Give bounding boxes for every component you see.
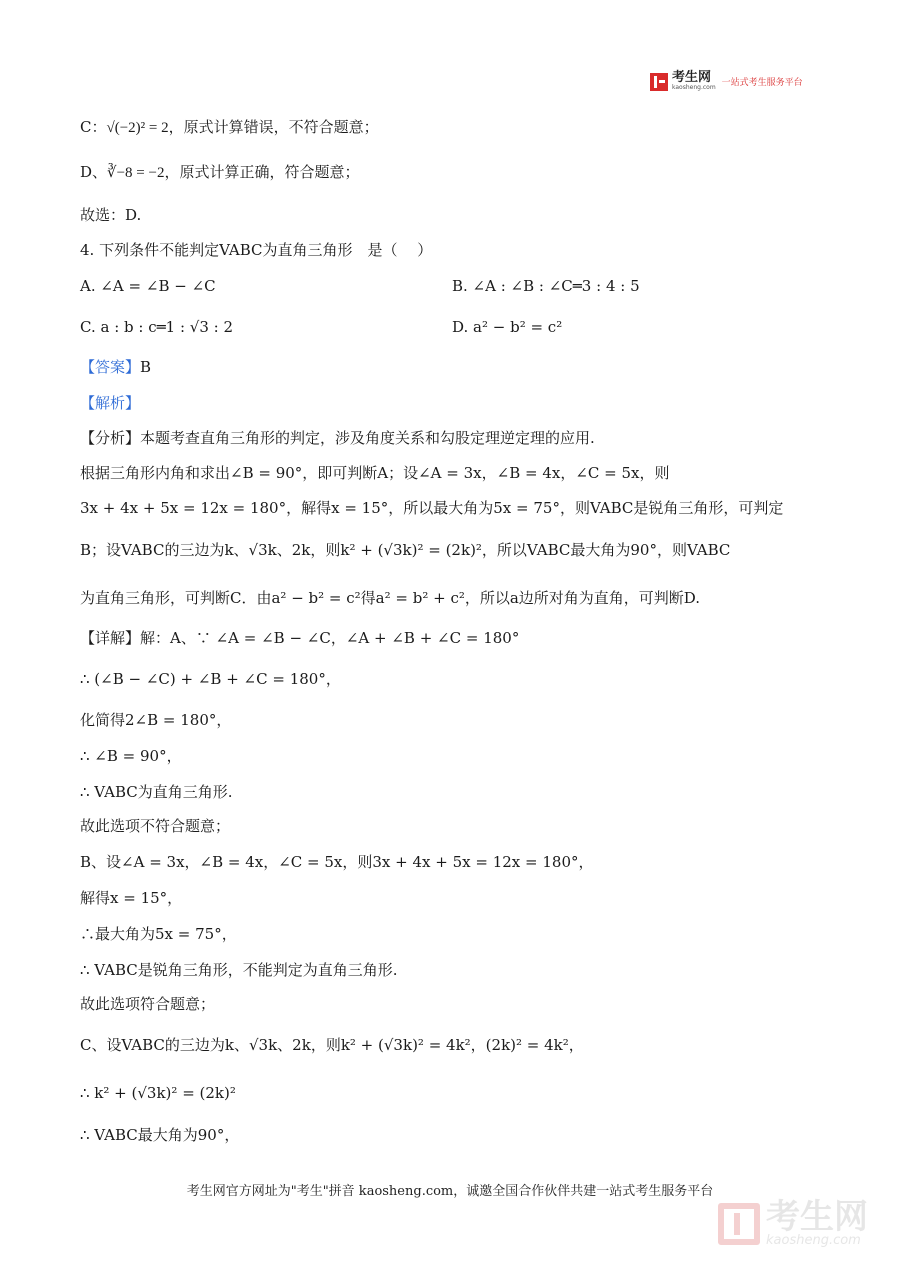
header-slogan: 一站式考生服务平台 xyxy=(721,78,803,88)
analysis-p3: B；设VABC的三边为k、√3k、2k，则k² + (√3k)² = (2k)²，所以VABC最大角为90°，则VABC xyxy=(80,541,731,559)
kaosheng-watermark-icon xyxy=(718,1203,760,1245)
page-footer: 考生网官方网址为"考生"拼音 kaosheng.com，诚邀全国合作伙伴共建一站式考生服务平台 xyxy=(186,1184,714,1199)
analysis-p4: 为直角三角形，可判断C．由a² − b² = c²得a² = b² + c²，所以a边所对角为直角，可判断D. xyxy=(80,589,701,607)
kaosheng-logo-icon xyxy=(650,73,668,91)
answer-value: B xyxy=(140,358,152,376)
detail-c1: C、设VABC的三边为k、√3k、2k，则k² + (√3k)² = 4k²，(2k)² = 4k²， xyxy=(80,1036,584,1054)
detail-a2: 化简得2∠B = 180°， xyxy=(80,711,232,729)
option-c: C. a : b : c═1 : √3 : 2 xyxy=(80,318,234,336)
analysis-tag: 【解析】 xyxy=(80,394,141,412)
answer-tag: 【答案】 xyxy=(80,358,141,376)
detail-a1: ∴ (∠B − ∠C) + ∠B + ∠C = 180°， xyxy=(80,670,341,688)
option-a: A. ∠A = ∠B − ∠C xyxy=(80,277,216,295)
line-d-result: D、∛−8 = −2，原式计算正确，符合题意； xyxy=(80,163,360,181)
brand-name: 考生网 kaosheng.com xyxy=(672,70,716,91)
detail-b1: B、设∠A = 3x，∠B = 4x，∠C = 5x，则3x + 4x + 5x = 12x = 180°， xyxy=(80,853,594,871)
detail-b4: ∴ VABC是锐角三角形，不能判定为直角三角形. xyxy=(80,961,398,979)
detail-b2: 解得x = 15°， xyxy=(80,889,183,907)
choice-line: 故选：D. xyxy=(80,206,142,224)
header-logo xyxy=(650,72,803,91)
detail-b5: 故此选项符合题意； xyxy=(80,995,216,1013)
detail-line: 【详解】解：A、∵ ∠A = ∠B − ∠C，∠A + ∠B + ∠C = 180° xyxy=(80,629,520,647)
detail-c3: ∴ VABC最大角为90°， xyxy=(80,1126,240,1144)
detail-c2: ∴ k² + (√3k)² = (2k)² xyxy=(80,1084,236,1102)
detail-a3: ∴ ∠B = 90°， xyxy=(80,747,182,765)
question-4: 4. 下列条件不能判定VABC为直角三角形 是（ ） xyxy=(80,241,433,259)
answer-line xyxy=(80,356,151,378)
detail-a5: 故此选项不符合题意； xyxy=(80,817,231,835)
analysis-p2: 3x + 4x + 5x = 12x = 180°，解得x = 15°，所以最大角为5x = 75°，则VABC是锐角三角形，可判定 xyxy=(80,499,784,517)
detail-b3: ∴最大角为5x = 75°， xyxy=(80,925,237,943)
analysis-p1: 根据三角形内角和求出∠B = 90°，即可判断A；设∠A = 3x，∠B = 4x，∠C = 5x，则 xyxy=(80,464,670,482)
option-b: B. ∠A : ∠B : ∠C═3 : 4 : 5 xyxy=(452,277,640,295)
line-c-result: C：√(−2)² = 2，原式计算错误，不符合题意； xyxy=(80,118,379,136)
option-d: D. a² − b² = c² xyxy=(452,318,563,336)
fenxi-line: 【分析】本题考查直角三角形的判定，涉及角度关系和勾股定理逆定理的应用. xyxy=(80,429,595,447)
watermark: 考生网 kaosheng.com xyxy=(718,1200,868,1248)
detail-a4: ∴ VABC为直角三角形. xyxy=(80,783,233,801)
